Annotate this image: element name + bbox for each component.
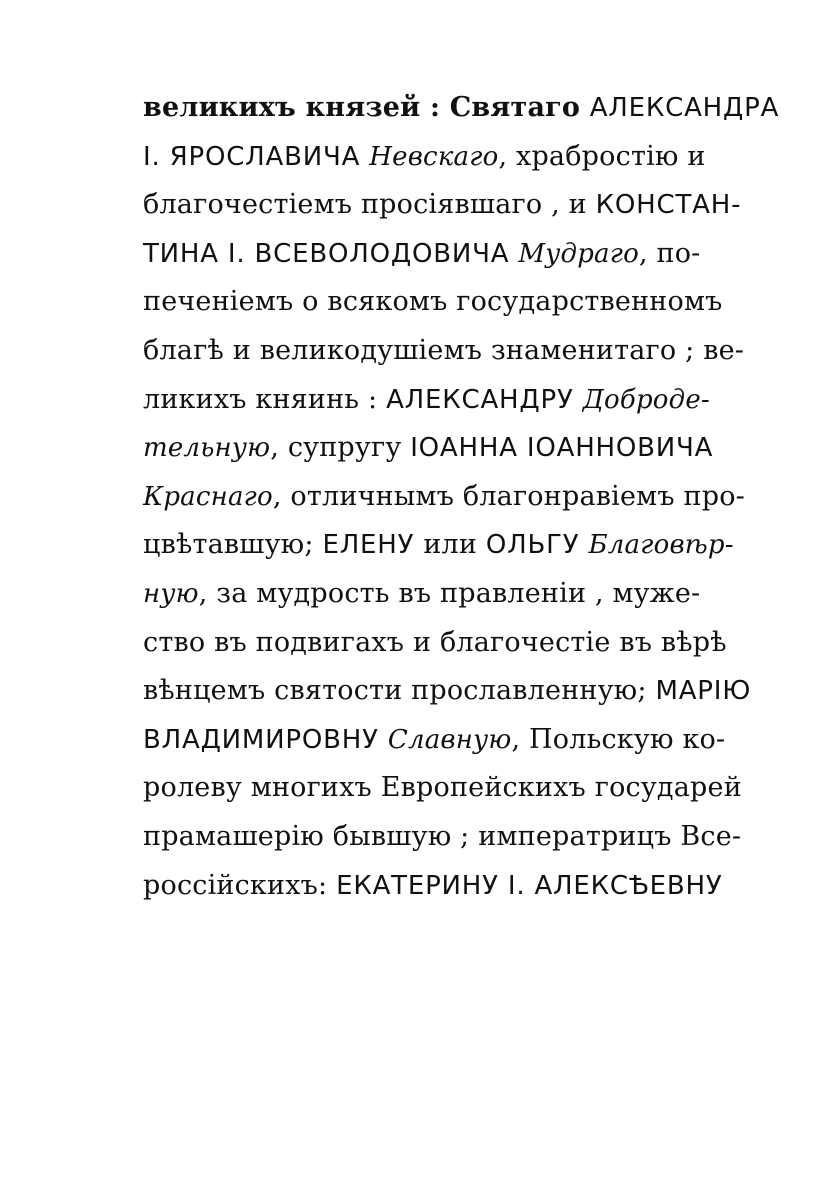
text-line — [143, 278, 723, 327]
text-segment: ролеву многихъ Европейскихъ государей — [143, 772, 742, 804]
text-line — [143, 327, 745, 376]
body-text-block — [143, 84, 780, 910]
text-segment: АЛЕКСАНДРУ — [386, 384, 583, 415]
text-segment: ную — [143, 578, 199, 609]
text-segment: ЕКАТЕРИНУ I. АЛЕКСѢЕВНУ — [336, 870, 723, 901]
text-segment: вѣнцемъ святости прославленную; — [143, 675, 656, 707]
text-line — [143, 716, 726, 765]
text-segment: тельную — [143, 433, 271, 464]
text-segment: Невскаго — [369, 141, 499, 172]
text-line — [143, 764, 742, 813]
text-segment: , храбростію и — [498, 140, 706, 172]
text-segment: Мудраго — [518, 238, 639, 269]
text-segment: ЕЛЕНУ — [322, 530, 424, 561]
text-segment: благочестіемъ просіявшаго , и — [143, 189, 596, 221]
text-segment: ІОАННА ІОАННОВИЧА — [410, 433, 714, 464]
text-segment: или — [423, 529, 486, 561]
text-segment: россійскихъ: — [143, 869, 337, 901]
text-segment: , супругу — [270, 432, 411, 464]
text-line — [143, 619, 727, 668]
text-segment: МАРІЮ — [655, 676, 752, 707]
text-line — [143, 133, 706, 182]
text-line — [143, 813, 742, 862]
text-segment: цвѣтавшую; — [143, 529, 323, 561]
text-segment: КОНСТАН- — [595, 190, 742, 221]
text-segment: , по- — [638, 237, 701, 269]
text-segment: I. ЯРОСЛАВИЧА — [143, 141, 370, 172]
text-segment: , Польскую ко- — [511, 723, 726, 755]
text-segment: прамашерію бывшую ; императрицъ Все- — [143, 820, 742, 852]
text-line — [143, 84, 780, 133]
text-segment: ВЛАДИМИРОВНУ — [143, 724, 388, 755]
text-segment: благѣ и великодушіемъ знаменитаго ; ве- — [143, 334, 745, 366]
text-segment: печеніемъ о всякомъ государственномъ — [143, 286, 723, 318]
text-line — [143, 667, 752, 716]
text-segment: , за мудрость въ правленіи , муже- — [198, 577, 701, 609]
text-segment: Благовѣр- — [588, 530, 734, 561]
text-segment: ликихъ княинь : — [143, 383, 387, 415]
text-segment: Доброде- — [582, 384, 710, 415]
text-segment: великихъ князей : Святаго — [143, 92, 590, 123]
text-line — [143, 376, 710, 425]
text-line — [143, 521, 734, 570]
text-line — [143, 862, 723, 911]
text-line — [143, 230, 700, 279]
text-segment: , отличнымъ благонравіемъ про- — [272, 480, 745, 512]
text-line — [143, 181, 742, 230]
text-segment: Славную — [387, 724, 512, 755]
text-segment: ТИНА I. ВСЕВОЛОДОВИЧА — [143, 238, 519, 269]
text-line — [143, 570, 700, 619]
text-segment: Краснаго — [143, 481, 273, 512]
text-segment: ОЛЬГУ — [485, 530, 589, 561]
text-segment: АЛЕКСАНДРА — [589, 93, 780, 123]
text-line — [143, 424, 714, 473]
text-line — [143, 473, 745, 522]
text-segment: ство въ подвигахъ и благочестіе въ вѣрѣ — [143, 626, 727, 658]
